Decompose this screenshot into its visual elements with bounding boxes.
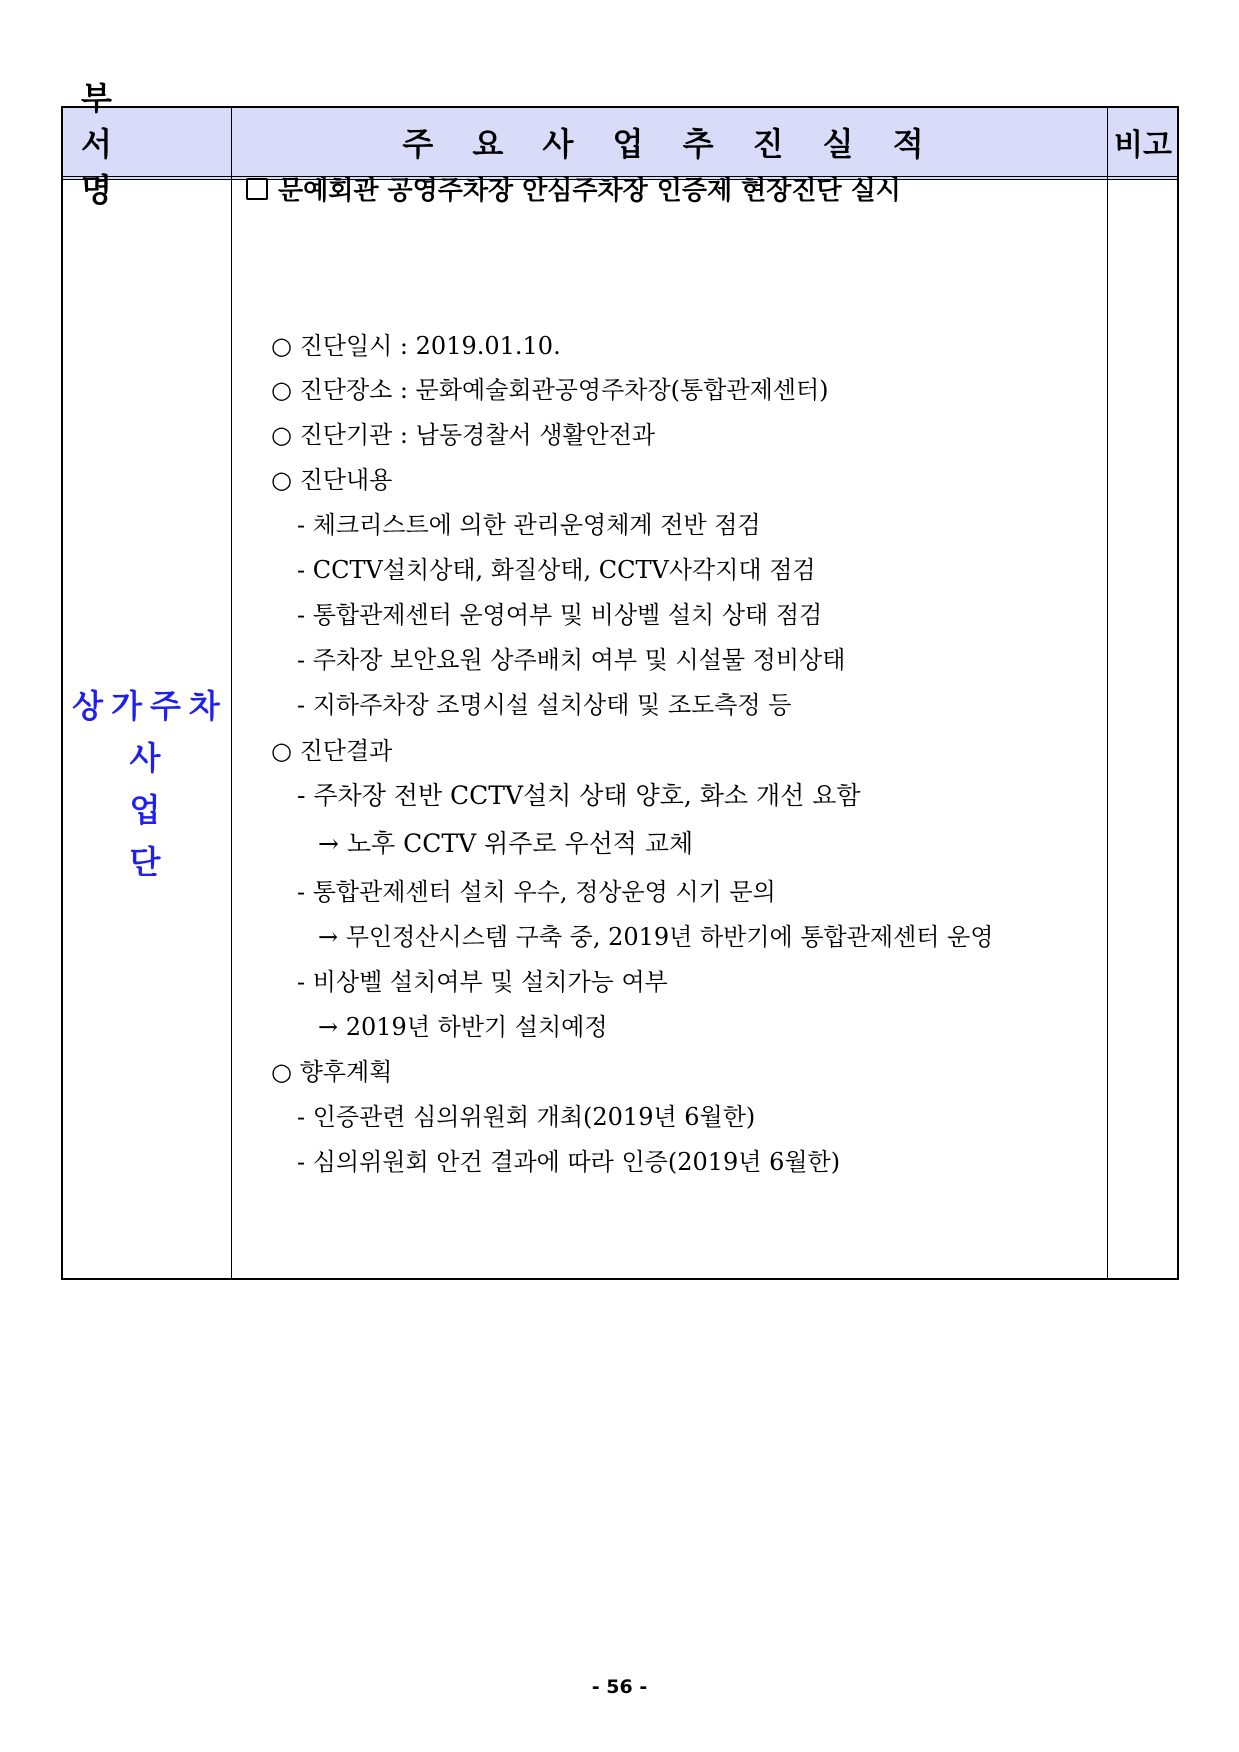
list-item: - 심의위원회 안건 결과에 따라 인증(2019년 6월한) — [297, 1148, 841, 1176]
list-item: → 무인정산시스템 구축 중, 2019년 하반기에 통합관제센터 운영 — [318, 923, 994, 951]
checkbox-square-icon — [246, 178, 268, 200]
list-item: - CCTV설치상태, 화질상태, CCTV사각지대 점검 — [297, 556, 816, 584]
list-item: → 2019년 하반기 설치예정 — [318, 1013, 608, 1041]
list-item: - 통합관제센터 설치 우수, 정상운영 시기 문의 — [297, 878, 776, 906]
department-name — [63, 680, 231, 888]
section-title — [246, 170, 901, 207]
list-item: ○ 향후계획 — [271, 1058, 393, 1086]
section-title-text: 문예회관 공영주차장 안심주차장 인증제 현장진단 실시 — [278, 176, 901, 206]
list-item: - 주차장 전반 CCTV설치 상태 양호, 화소 개선 요함 — [297, 781, 861, 810]
list-item: - 주차장 보안요원 상주배치 여부 및 시설물 정비상태 — [297, 646, 846, 674]
list-item: → 노후 CCTV 위주로 우선적 교체 — [318, 829, 694, 858]
list-item: - 비상벨 설치여부 및 설치가능 여부 — [297, 968, 668, 996]
list-item: - 통합관제센터 운영여부 및 비상벨 설치 상태 점검 — [297, 601, 823, 629]
column-divider — [1107, 108, 1108, 1278]
header-department: 부 서 명 — [81, 79, 140, 209]
list-item: - 인증관련 심의위원회 개최(2019년 6월한) — [297, 1103, 756, 1131]
list-item: ○ 진단장소 : 문화예술회관공영주차장(통합관제센터) — [271, 376, 829, 404]
column-divider — [231, 108, 232, 1278]
list-item: ○ 진단내용 — [271, 466, 393, 494]
list-item: - 지하주차장 조명시설 설치상태 및 조도측정 등 — [297, 691, 792, 719]
list-item: ○ 진단기관 : 남동경찰서 생활안전과 — [271, 421, 656, 449]
list-item: - 체크리스트에 의한 관리운영체계 전반 점검 — [297, 511, 761, 539]
list-item: ○ 진단결과 — [271, 737, 393, 765]
page-number: - 56 - — [591, 1676, 648, 1698]
department-line-1: 상가주차 — [72, 687, 228, 725]
department-line-2: 사 업 단 — [129, 739, 187, 881]
header-main-achievements: 주 요 사 업 추 진 실 적 — [402, 125, 938, 163]
list-item: ○ 진단일시 : 2019.01.10. — [271, 332, 561, 360]
header-note: 비고 — [1114, 128, 1172, 163]
